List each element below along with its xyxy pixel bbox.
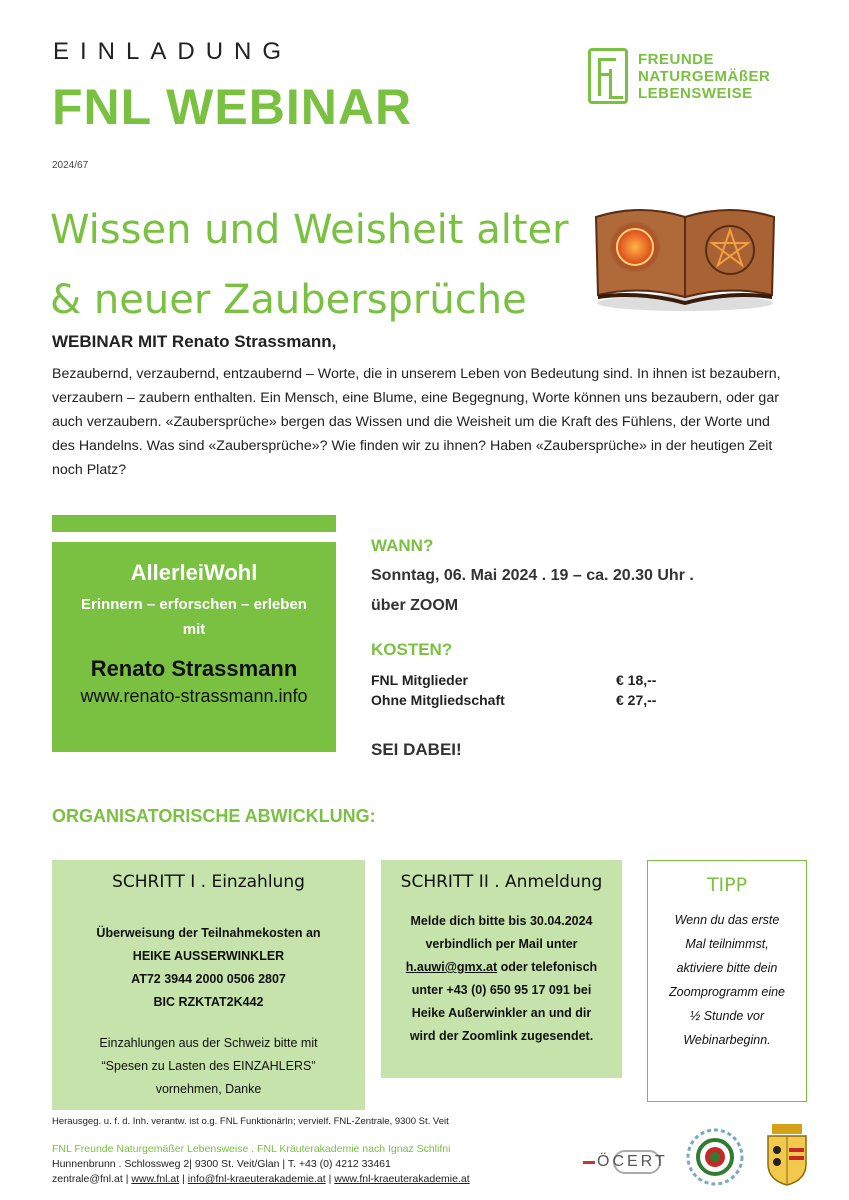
costs-heading: KOSTEN? xyxy=(371,640,453,659)
logo-text xyxy=(638,51,770,102)
footer xyxy=(52,1142,470,1187)
green-divider xyxy=(52,515,336,532)
logo-line-3: LEBENSWEISE xyxy=(638,85,753,102)
step-2-line: unter +43 (0) 650 95 17 091 bei xyxy=(411,983,592,997)
tip-line: aktiviere bitte dein xyxy=(676,961,778,975)
step-2-line-suffix: oder telefonisch xyxy=(497,960,598,974)
step-2-title: SCHRITT II . Anmeldung xyxy=(400,872,603,892)
page-title: FNL WEBINAR xyxy=(52,79,413,135)
step-2-line: Heike Außerwinkler an und dir xyxy=(411,1006,592,1020)
oecert-bar xyxy=(583,1161,595,1164)
tip-line: Webinarbeginn. xyxy=(683,1033,771,1047)
step-1-note-line: “Spesen zu Lasten des EINZAHLERS” xyxy=(101,1059,316,1073)
footer-line-2: Hunnenbrunn . Schlossweg 2| 9300 St. Veit/Glan | T. +43 (0) 4212 33461 xyxy=(52,1158,391,1170)
footer-web-link-2[interactable]: www.fnl-kraeuterakademie.at xyxy=(334,1173,470,1185)
tip-box xyxy=(647,860,807,1102)
seal-icon xyxy=(686,1128,744,1186)
separator: | xyxy=(325,1173,335,1185)
step-1-line: AT72 3944 2000 0506 2807 xyxy=(131,972,286,986)
when-heading: WANN? xyxy=(371,536,434,555)
footer-line-1: FNL Freunde Naturgemäßer Lebensweise . FNL Kräuterakademie nach Ignaz Schlifni xyxy=(52,1143,451,1155)
step-1-body xyxy=(52,922,365,1014)
promo-url[interactable]: www.renato-strassmann.info xyxy=(80,686,308,706)
price-value: € 18,-- xyxy=(616,672,657,688)
step-1-line: HEIKE AUSSERWINKLER xyxy=(132,949,285,963)
step-1-note-line: vornehmen, Danke xyxy=(155,1082,262,1096)
step-1-line: BIC RZKTAT2K442 xyxy=(153,995,264,1009)
footer-email-link[interactable]: zentrale@fnl.at xyxy=(52,1173,123,1185)
step-1-line: Überweisung der Teilnahmekosten an xyxy=(96,926,321,940)
step-2-line: verbindlich per Mail unter xyxy=(425,937,578,951)
step-2-line: Melde dich bitte bis 30.04.2024 xyxy=(410,914,593,928)
footer-email-link-2[interactable]: info@fnl-kraeuterakademie.at xyxy=(187,1173,326,1185)
headline-line-2: & neuer Zaubersprüche xyxy=(50,277,527,323)
organisation-heading: ORGANISATORISCHE ABWICKLUNG: xyxy=(52,806,376,826)
call-to-action: SEI DABEI! xyxy=(371,740,462,759)
promo-with: mit xyxy=(182,621,206,638)
oecert-text: ÖCERT xyxy=(597,1153,668,1170)
promo-brand: AllerleiWohl xyxy=(130,560,258,585)
intro-paragraph: Bezaubernd, verzaubernd, entzaubernd – Worte, die in unserem Leben von Bedeutung sind. In ihnen ist bezaubern, verzaubern – zaubern enthalten. Ein Mensch, eine Blume, eine Begegnung, Worte können uns bezaubern, oder gar auch verzaubern. «Zaubersprüche» bergen das Wissen und die Weisheit um die Kraft des Fühlens, der Worte und des Handelns. Was sind «Zaubersprüche»? Wie finden wir zu ihnen? Haben «Zaubersprüche» in der heutigen Zeit noch Platz? xyxy=(52,366,781,478)
headline xyxy=(50,195,569,335)
promo-name: Renato Strassmann xyxy=(90,656,298,681)
headline-line-1: Wissen und Weisheit alter xyxy=(50,207,569,253)
tip-line: ½ Stunde vor xyxy=(689,1009,765,1023)
when-date: Sonntag, 06. Mai 2024 . 19 – ca. 20.30 Uhr . xyxy=(371,567,694,584)
promo-box xyxy=(52,542,336,752)
reference-number: 2024/67 xyxy=(52,160,89,171)
step-1-box xyxy=(52,860,365,1110)
step-2-box xyxy=(381,860,622,1078)
tip-body xyxy=(648,908,806,1052)
tip-line: Wenn du das erste xyxy=(674,913,780,927)
step-2-line: wird der Zoomlink zugesendet. xyxy=(409,1029,594,1043)
footer-web-link[interactable]: www.fnl.at xyxy=(131,1173,180,1185)
footer-line-3 xyxy=(52,1172,470,1187)
step-1-note xyxy=(52,1032,365,1101)
price-label: FNL Mitglieder xyxy=(371,672,468,688)
separator: | xyxy=(179,1173,188,1185)
kicker-text: EINLADUNG xyxy=(53,38,293,65)
fnl-logo xyxy=(588,48,788,108)
step-2-line xyxy=(381,956,622,979)
promo-tagline: Erinnern – erforschen – erleben xyxy=(81,596,307,613)
logo-line-2: NATURGEMÄßER xyxy=(638,68,771,85)
tip-line: Mal teilnimmst, xyxy=(685,937,769,951)
tip-line: Zoomprogramm eine xyxy=(668,985,785,999)
coat-of-arms-icon xyxy=(762,1124,812,1186)
step-1-note-line: Einzahlungen aus der Schweiz bitte mit xyxy=(99,1036,318,1050)
webinar-subtitle: WEBINAR MIT Renato Strassmann, xyxy=(52,332,337,351)
price-label: Ohne Mitgliedschaft xyxy=(371,692,505,708)
separator: | xyxy=(122,1173,132,1185)
price-row xyxy=(371,672,671,690)
imprint: Herausgeg. u. f. d. Inh. verantw. ist o.g. FNL FunktionärIn; vervielf. FNL-Zentrale, 9300 St. Veit xyxy=(52,1116,449,1127)
email-link[interactable]: h.auwi@gmx.at xyxy=(405,960,498,974)
price-value: € 27,-- xyxy=(616,692,657,708)
oecert-badge xyxy=(583,1150,668,1176)
tip-title: TIPP xyxy=(706,874,748,896)
when-platform: über ZOOM xyxy=(371,597,459,614)
magic-book-image xyxy=(590,195,780,315)
fnl-logo-icon xyxy=(588,48,628,104)
logo-line-1: FREUNDE xyxy=(638,51,715,68)
price-row xyxy=(371,692,671,710)
step-1-title: SCHRITT I . Einzahlung xyxy=(112,872,305,892)
step-2-body xyxy=(381,910,622,1048)
